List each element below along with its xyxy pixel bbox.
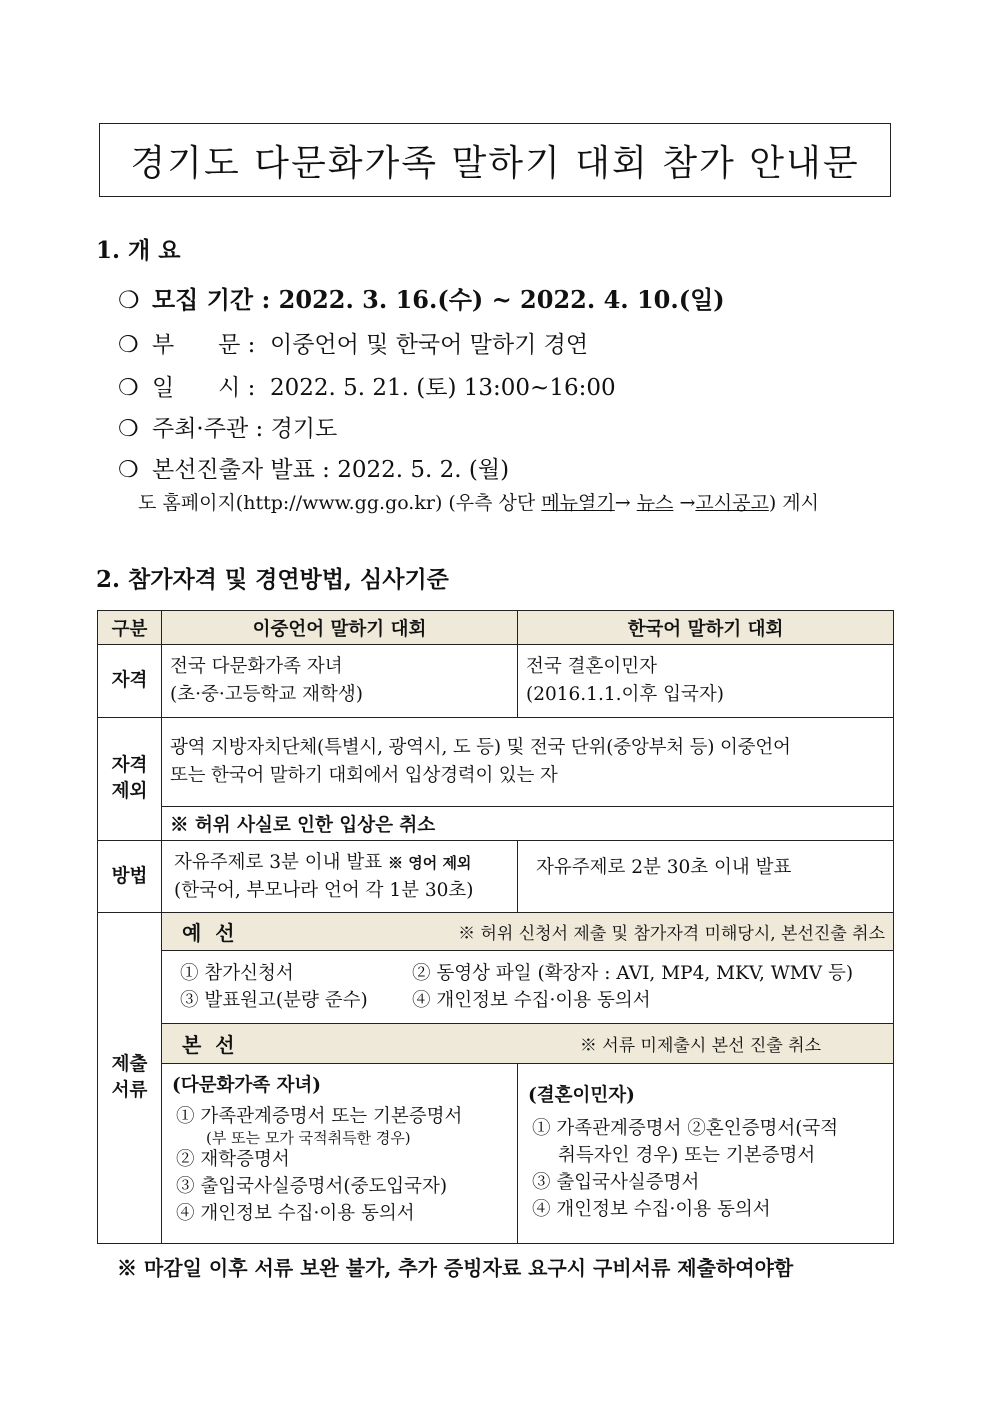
document-title: 경기도 다문화가족 말하기 대회 참가 안내문 bbox=[130, 142, 860, 184]
bullet-host: ❍ 주최·주관 : 경기도 bbox=[118, 416, 338, 442]
final-header-row bbox=[98, 1024, 894, 1064]
exclusion-label: 자격 제외 bbox=[98, 718, 162, 841]
circle-bullet-icon: ❍ bbox=[118, 457, 139, 483]
document-title-box bbox=[99, 123, 891, 197]
method-label: 방법 bbox=[98, 841, 162, 913]
bullet-finalist-announcement: ❍ 본선진출자 발표 : 2022. 5. 2. (월) bbox=[118, 457, 510, 483]
menu-open-link[interactable]: 메뉴열기 bbox=[541, 492, 615, 514]
qualification-bilingual: 전국 다문화가족 자녀 (초·중·고등학교 재학생) bbox=[162, 645, 518, 718]
prelim-title: 예 선 bbox=[182, 921, 235, 945]
news-link[interactable]: 뉴스 bbox=[636, 492, 674, 514]
prelim-header-row bbox=[98, 913, 894, 951]
section1-heading: 1. 개 요 bbox=[96, 237, 181, 264]
circle-bullet-icon: ❍ bbox=[118, 286, 140, 314]
header-category: 구분 bbox=[98, 611, 162, 645]
qualification-label: 자격 bbox=[98, 645, 162, 718]
circle-bullet-icon: ❍ bbox=[118, 416, 139, 442]
final-header bbox=[162, 1024, 894, 1064]
prelim-note: ※ 허위 신청서 제출 및 참가자격 미해당시, 본선진출 취소 bbox=[458, 924, 885, 944]
qualification-row bbox=[98, 645, 894, 718]
bullet-datetime: ❍ 일 시 : 2022. 5. 21. (토) 13:00~16:00 bbox=[118, 375, 616, 401]
footer-note: ※ 마감일 이후 서류 보완 불가, 추가 증빙자료 요구시 구비서류 제출하여야함 bbox=[117, 1256, 794, 1280]
section2-heading: 2. 참가자격 및 경연방법, 심사기준 bbox=[96, 566, 449, 593]
prelim-header bbox=[162, 913, 894, 951]
table-header-row bbox=[98, 611, 894, 645]
eligibility-table bbox=[97, 610, 894, 1244]
exclusion-note: ※ 허위 사실로 인한 입상은 취소 bbox=[162, 807, 894, 841]
qualification-korean: 전국 결혼이민자 (2016.1.1.이후 입국자) bbox=[518, 645, 894, 718]
exclusion-row bbox=[98, 718, 894, 807]
homepage-note: 도 홈페이지(http://www.gg.go.kr) (우측 상단 메뉴열기→ 뉴스 →고시공고) 게시 bbox=[138, 492, 819, 514]
method-bilingual: 자유주제로 3분 이내 발표 ※ 영어 제외 (한국어, 부모나라 언어 각 1분 30초) bbox=[162, 841, 518, 913]
method-korean: 자유주제로 2분 30초 이내 발표 bbox=[518, 841, 894, 913]
exclusion-note-row bbox=[98, 807, 894, 841]
final-note: ※ 서류 미제출시 본선 진출 취소 bbox=[579, 1036, 821, 1056]
documents-label: 제출 서류 bbox=[98, 913, 162, 1244]
final-items-row bbox=[98, 1064, 894, 1244]
method-row bbox=[98, 841, 894, 913]
prelim-items-row bbox=[98, 951, 894, 1024]
exclusion-text: 광역 지방자치단체(특별시, 광역시, 도 등) 및 전국 단위(중앙부처 등) 이중언어 또는 한국어 말하기 대회에서 입상경력이 있는 자 bbox=[162, 718, 894, 807]
bullet-recruit-period: ❍ 모집 기간 : 2022. 3. 16.(수) ~ 2022. 4. 10.(일) bbox=[118, 285, 725, 314]
header-bilingual: 이중언어 말하기 대회 bbox=[162, 611, 518, 645]
notice-link[interactable]: 고시공고 bbox=[695, 492, 769, 514]
final-migrant-items: (결혼이민자) ① 가족관계증명서 ②혼인증명서(국적 취득자인 경우) 또는 기본증명서 ③ 출입국사실증명서 ④ 개인정보 수집·이용 동의서 bbox=[518, 1064, 894, 1244]
final-title: 본 선 bbox=[182, 1033, 235, 1057]
prelim-items: ① 참가신청서 ② 동영상 파일 (확장자 : AVI, MP4, MKV, WMV 등) ③ 발표원고(분량 준수) ④ 개인정보 수집·이용 동의서 bbox=[162, 951, 894, 1024]
circle-bullet-icon: ❍ bbox=[118, 375, 139, 401]
header-korean: 한국어 말하기 대회 bbox=[518, 611, 894, 645]
circle-bullet-icon: ❍ bbox=[118, 332, 139, 358]
final-family-items: (다문화가족 자녀) ① 가족관계증명서 또는 기본증명서 (부 또는 모가 국적취득한 경우) ② 재학증명서 ③ 출입국사실증명서(중도입국자) ④ 개인정보 수집·이용 동의서 bbox=[162, 1064, 518, 1244]
bullet-category: ❍ 부 문 : 이중언어 및 한국어 말하기 경연 bbox=[118, 332, 589, 358]
